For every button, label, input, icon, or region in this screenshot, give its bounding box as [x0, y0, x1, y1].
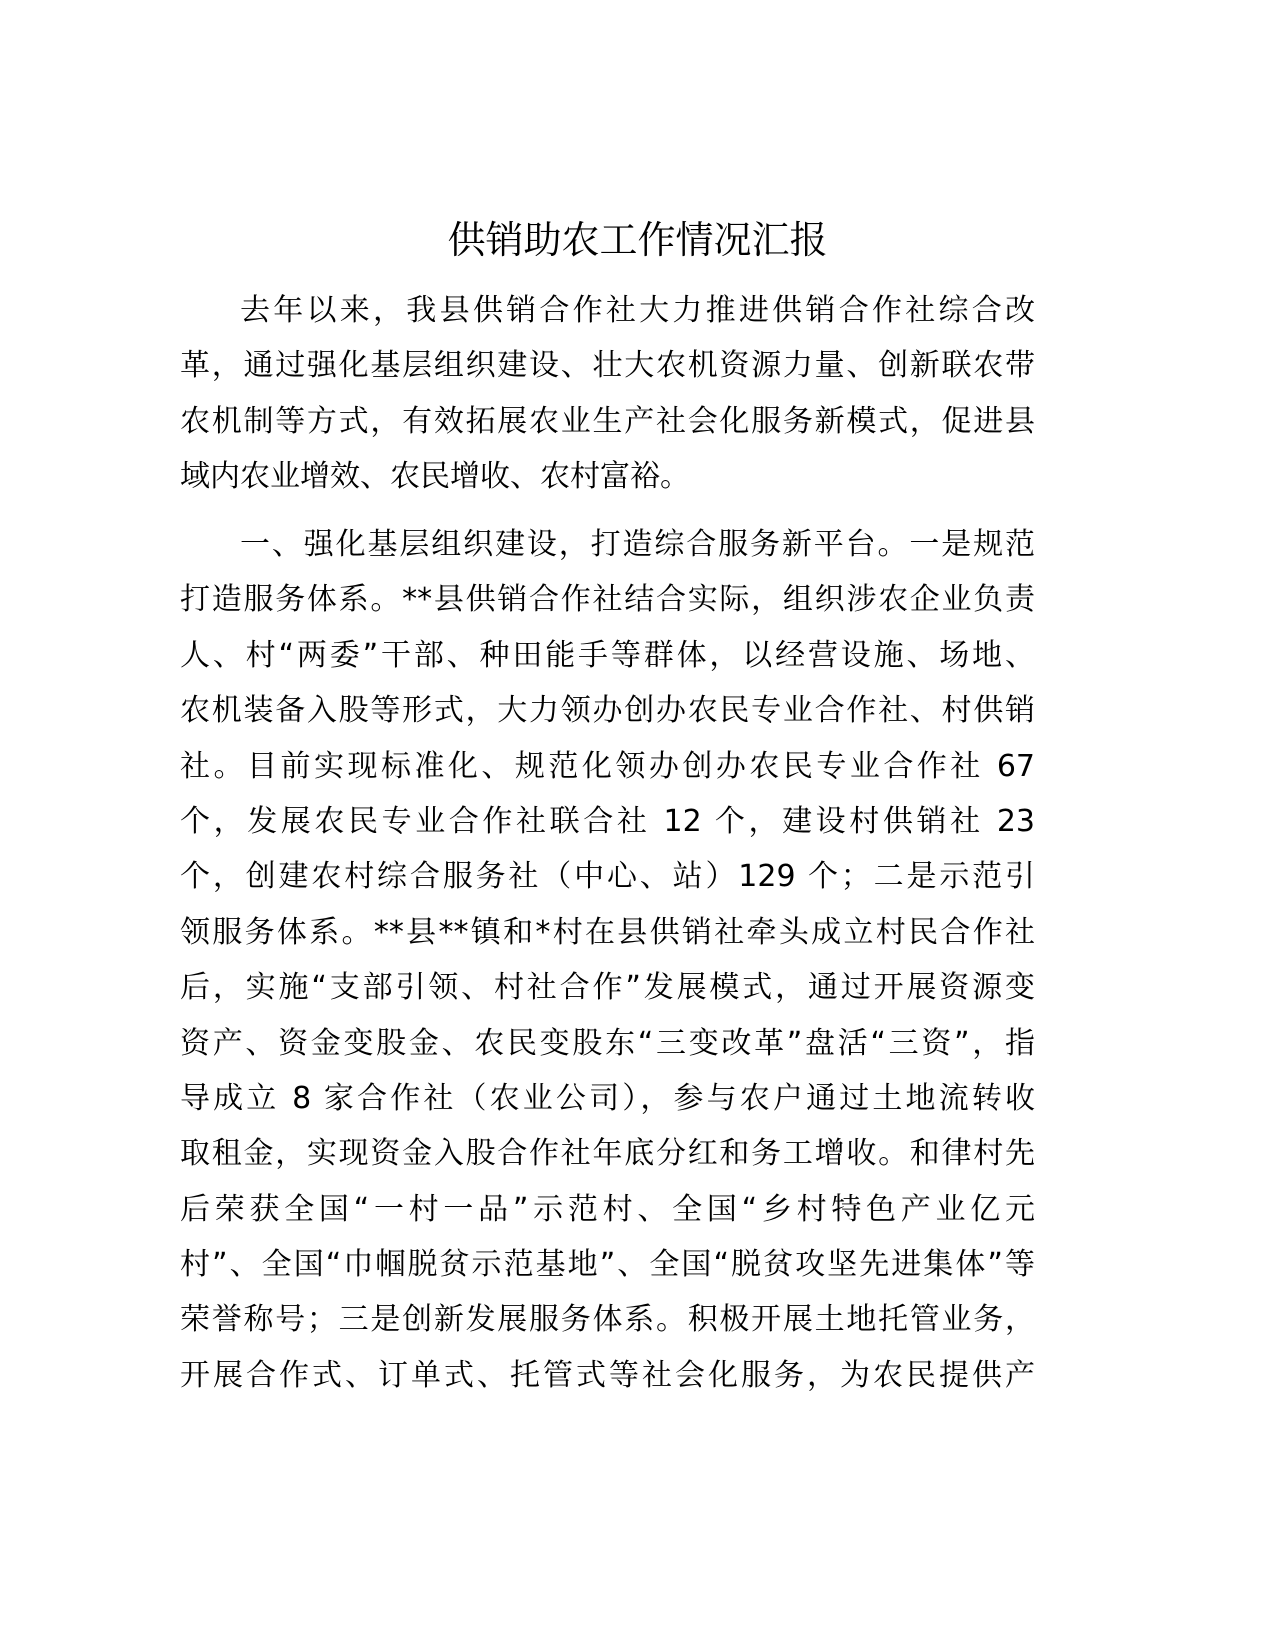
text-line: 农机制等方式，有效拓展农业生产社会化服务新模式，促进县: [180, 403, 1035, 439]
text-line: 领服务体系。**县**镇和*村在县供销社牵头成立村民合作社: [180, 914, 1035, 950]
text-line: 后荣获全国“一村一品”示范村、全国“乡村特色产业亿元: [180, 1191, 1035, 1227]
text-line: 农机装备入股等形式，大力领办创办农民专业合作社、村供销: [180, 693, 1035, 729]
text-line: 后，实施“支部引领、村社合作”发展模式，通过开展资源变: [180, 970, 1035, 1006]
text-line: 打造服务体系。**县供销合作社结合实际，组织涉农企业负责: [180, 582, 1035, 618]
text-line: 取租金，实现资金入股合作社年底分红和务工增收。和律村先: [180, 1136, 1035, 1172]
text-line: 个，发展农民专业合作社联合社 12 个，建设村供销社 23: [180, 803, 1035, 839]
text-line: 社。目前实现标准化、规范化领办创办农民专业合作社 67: [180, 748, 1035, 784]
text-line: 一、强化基层组织建设，打造综合服务新平台。一是规范: [240, 527, 1035, 562]
paragraph-section-1: [180, 517, 1035, 1403]
text-line: 人、村“两委”干部、种田能手等群体，以经营设施、场地、: [180, 637, 1035, 673]
text-line: 去年以来，我县供销合作社大力推进供销合作社综合改: [240, 293, 1035, 328]
text-line: 开展合作式、订单式、托管式等社会化服务，为农民提供产: [180, 1357, 1035, 1393]
document-title: 供销助农工作情况汇报: [447, 218, 828, 262]
text-line: 资产、资金变股金、农民变股东“三变改革”盘活“三资”，指: [180, 1025, 1035, 1061]
text-line: 村”、全国“巾帼脱贫示范基地”、全国“脱贫攻坚先进集体”等: [180, 1247, 1035, 1283]
text-line: 个，创建农村综合服务社（中心、站）129 个；二是示范引: [180, 859, 1035, 895]
paragraph-intro: [180, 283, 1035, 505]
text-line: 革，通过强化基层组织建设、壮大农机资源力量、创新联农带: [180, 348, 1035, 384]
text-line: 域内农业增效、农民增收、农村富裕。: [180, 459, 690, 495]
text-line: 荣誉称号；三是创新发展服务体系。积极开展土地托管业务，: [180, 1302, 1035, 1338]
text-line: 导成立 8 家合作社（农业公司），参与农户通过土地流转收: [180, 1080, 1035, 1116]
